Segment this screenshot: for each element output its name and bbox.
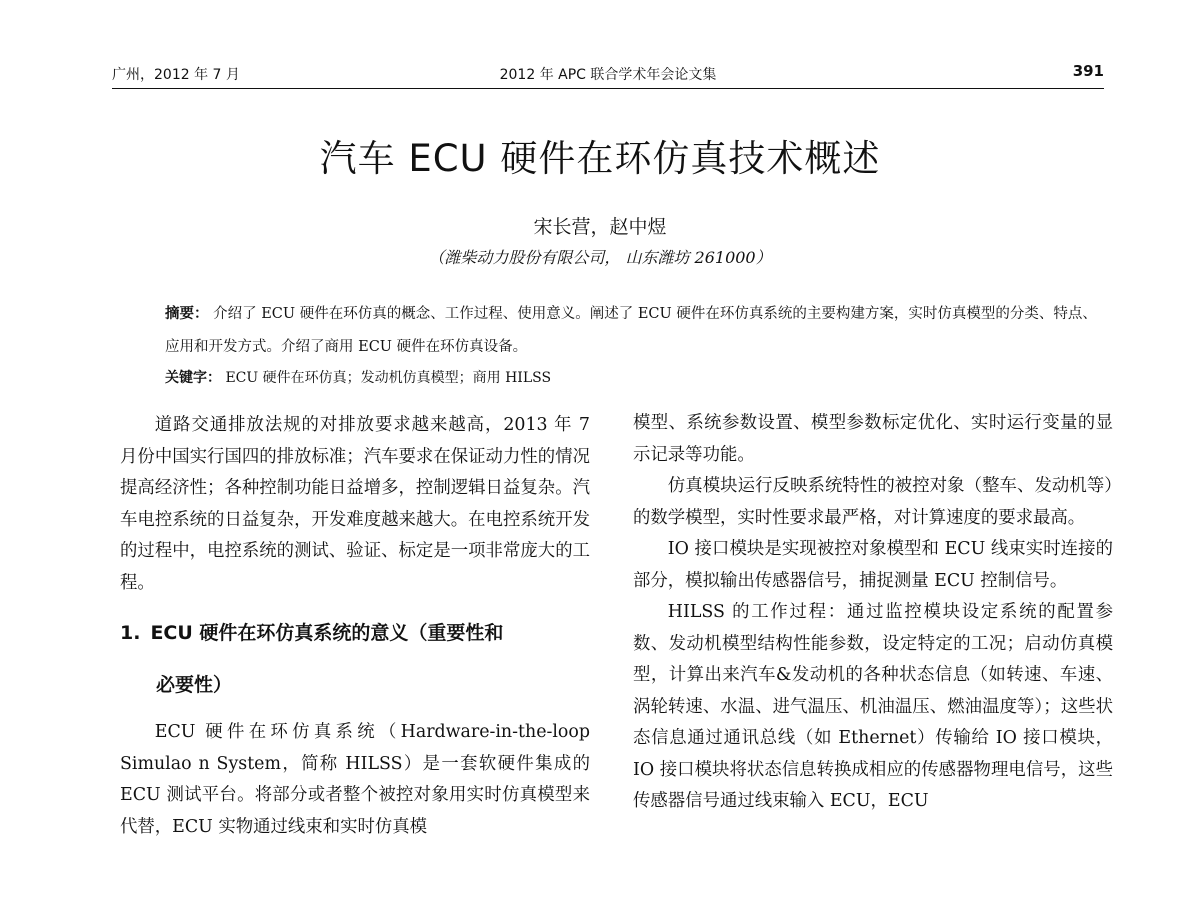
running-header [112, 60, 1104, 86]
section-1-heading [120, 607, 590, 711]
right-paragraph-3: IO 接口模块是实现被控对象模型和 ECU 线束实时连接的部分，模拟输出传感器信号，捕捉测量 ECU 控制信号。 [633, 539, 1113, 591]
keywords-label: 关键字： [165, 370, 221, 386]
header-venue-date: 广州，2012 年 7 月 [112, 67, 240, 83]
right-paragraph-1: 模型、系统参数设置、模型参数标定优化、实时运行变量的显示记录等功能。 [633, 413, 1113, 465]
right-paragraph-2: 仿真模块运行反映系统特性的被控对象（整车、发动机等）的数学模型，实时性要求最严格，对计算速度的要求最高。 [633, 476, 1113, 528]
abstract-text: 介绍了 ECU 硬件在环仿真的概念、工作过程、使用意义。阐述了 ECU 硬件在环仿真系统的主要构建方案，实时仿真模型的分类、特点、应用和开发方式。介绍了商用 ECU 硬件在环仿真设备。 [165, 306, 1097, 355]
left-column [120, 410, 590, 843]
section-1-title-line2: 必要性） [156, 674, 233, 696]
abstract [165, 298, 1105, 364]
section-1-paragraph: ECU 硬件在环仿真系统（Hardware-in-the-loop Simulao n System，简称 HILSS）是一套软硬件集成的 ECU 测试平台。将部分或者整个被控对象用实时仿真模型来代替，ECU 实物通过线束和实时仿真模 [120, 722, 590, 837]
abstract-label: 摘要： [165, 306, 209, 322]
paper-title: 汽车 ECU 硬件在环仿真技术概述 [319, 137, 881, 180]
authors: 宋长营，赵中煜 [533, 216, 667, 238]
right-paragraph-4: HILSS 的工作过程：通过监控模块设定系统的配置参数、发动机模型结构性能参数，设定特定的工况；启动仿真模型，计算出来汽车&发动机的各种状态信息（如转速、车速、涡轮转速、水温、进气温压、机油温压、燃油温度等）；这些状态信息通过通讯总线（如 Ethernet）传输给 IO 接口模块，IO 接口模块将状态信息转换成相应的传感器物理电信号，这些传感器信号通过线束输入 ECU，ECU [633, 602, 1113, 811]
header-rule [112, 88, 1104, 89]
keywords-text: ECU 硬件在环仿真；发动机仿真模型；商用 HILSS [225, 370, 552, 386]
affiliation: （潍柴动力股份有限公司， 山东潍坊 261000） [428, 248, 772, 267]
header-proceedings-title: 2012 年 APC 联合学术年会论文集 [499, 67, 717, 83]
right-column [633, 408, 1113, 818]
section-1-title-line1: ECU 硬件在环仿真系统的意义（重要性和 [150, 622, 504, 644]
intro-paragraph: 道路交通排放法规的对排放要求越来越高，2013 年 7 月份中国实行国四的排放标准；汽车要求在保证动力性的情况提高经济性；各种控制功能日益增多，控制逻辑日益复杂。汽车电控系统的日益复杂，开发难度越来越大。在电控系统开发的过程中，电控系统的测试、验证、标定是一项非常庞大的工程。 [120, 415, 590, 593]
keywords [165, 367, 1105, 387]
page-number: 391 [1072, 62, 1104, 80]
section-1-number: 1. [120, 622, 141, 644]
